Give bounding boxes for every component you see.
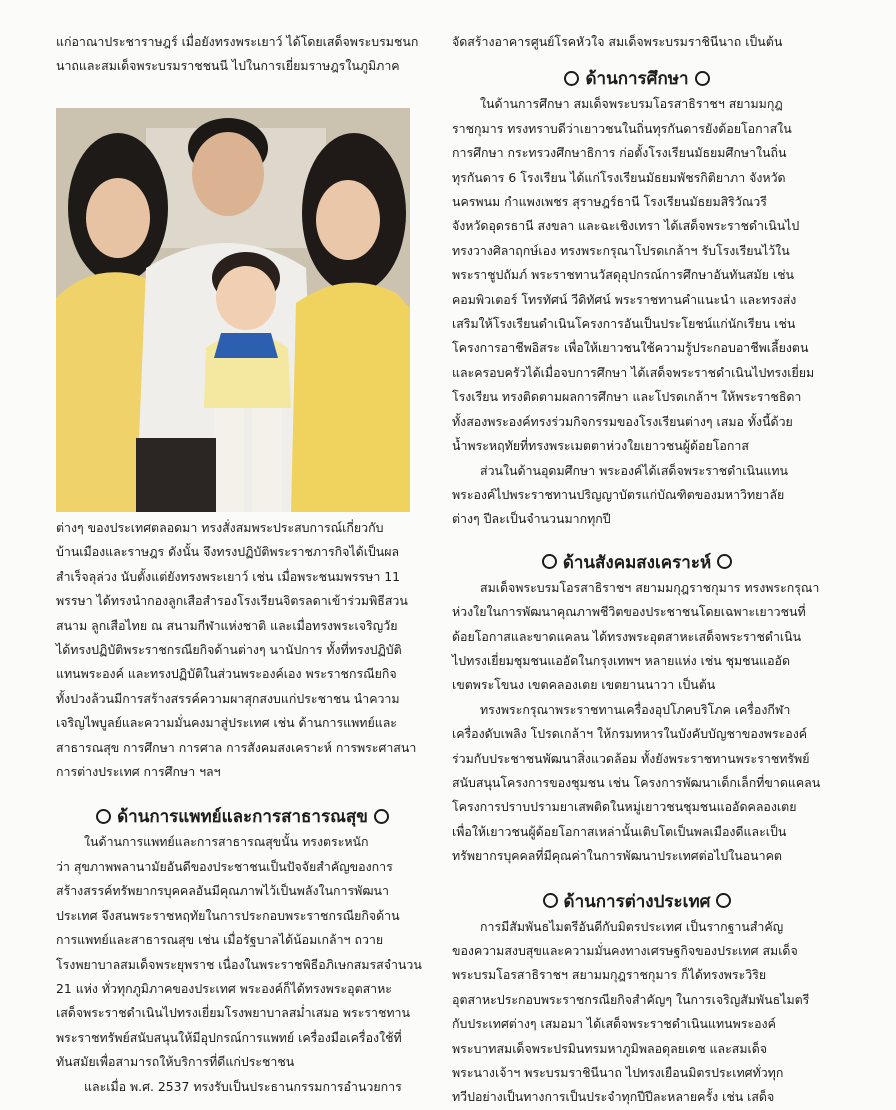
circle-bullet-icon xyxy=(543,893,558,908)
education-line-7: ทรงวางศิลาฤกษ์เอง ทรงพระกรุณาโปรดเกล้าฯ รับโรงเรียนไว้ใน xyxy=(452,242,790,258)
left-body-line-7: แทนพระองค์ และทรงปฏิบัติในส่วนพระองค์เอง พระราชกรณียกิจ xyxy=(56,666,397,682)
social2-line-5: โครงการปราบปรามยาเสพติดในหมู่เยาวชนชุมชนแออัดคลองเตย xyxy=(452,799,797,815)
education-line-1: ในด้านการศึกษา สมเด็จพระบรมโอรสาธิราชฯ สยามมกุฎ xyxy=(480,96,783,112)
left-body-line-6: ได้ทรงปฏิบัติพระราชกรณียกิจด้านต่างๆ นานัปการ ทั้งที่ทรงปฏิบัติ xyxy=(56,642,402,658)
higher-ed-line-1: ส่วนในด้านอุดมศึกษา พระองค์ได้เสด็จพระราชดำเนินแทน xyxy=(480,462,789,478)
medical-line-3: สร้างสรรค์ทรัพยากรบุคคลอันมีคุณภาพไว้เป็นพลังในการพัฒนา xyxy=(56,883,389,899)
social-line-5: เขตพระโขนง เขตคลองเตย เขตยานนาวา เป็นต้น xyxy=(452,677,716,693)
circle-bullet-icon xyxy=(717,554,732,569)
medical-line-2: ว่า สุขภาพพลานามัยอันดีของประชาชนเป็นปัจจัยสำคัญของการ xyxy=(56,858,393,874)
social2-line-7: ทรัพยากรบุคคลที่มีคุณค่าในการพัฒนาประเทศต่อไปในอนาคต xyxy=(452,848,782,864)
left-body-line-5: สนาม ลูกเสือไทย ณ สนามกีฬาแห่งชาติ และเมื่อทรงพระเจริญวัย xyxy=(56,617,398,633)
right-column xyxy=(452,30,822,1110)
left-intro-line-2: นาถและสมเด็จพระบรมราชชนนี ไปในการเยี่ยมราษฎรในภูมิภาค xyxy=(56,58,400,74)
social2-line-3: ร่วมกับประชาชนพัฒนาสิ่งแวดล้อม ทั้งยังพระราชทานพระราชทรัพย์ xyxy=(452,750,810,766)
medical-line-4: ประเทศ จึงสนพระราชหฤทัยในการประกอบพระราชกรณียกิจด้าน xyxy=(56,907,400,923)
medical-line-10: ทันสมัยเพื่อสามารถให้บริการที่ดีแก่ประชาชน xyxy=(56,1054,295,1070)
circle-bullet-icon xyxy=(374,809,389,824)
education-line-15: น้ำพระหฤทัยที่ทรงพระเมตตาห่วงใยเยาวชนผู้ด้อยโอกาส xyxy=(452,438,749,454)
left-body-line-9: เจริญไพบูลย์และความมั่นคงมาสู่ประเทศ เช่น ด้านการแพทย์และ xyxy=(56,715,397,731)
medical-line-8: เสด็จพระราชดำเนินไปทรงเยี่ยมโรงพยาบาลสม่ำเสมอ พระราชทาน xyxy=(56,1005,410,1021)
left-body-line-1: ต่างๆ ของประเทศตลอดมา ทรงสั่งสมพระประสบการณ์เกี่ยวกับ xyxy=(56,520,384,535)
social-line-4: ไปทรงเยี่ยมชุมชนแออัดในกรุงเทพฯ หลายแห่ง เช่น ชุมชนแออัด xyxy=(452,652,791,668)
foreign-line-1: การมีสัมพันธไมตรีอันดีกับมิตรประเทศ เป็นรากฐานสำคัญ xyxy=(480,918,784,934)
medical-line-7: 21 แห่ง ทั่วทุกภูมิภาคของประเทศ พระองค์ก็ได้ทรงพระอุตสาหะ xyxy=(56,980,392,996)
social-line-2: ห่วงใยในการพัฒนาคุณภาพชีวิตของประชาชนโดยเฉพาะเยาวชนที่ xyxy=(452,604,806,620)
medical-heading xyxy=(56,804,429,830)
education-heading-text: ด้านการศึกษา xyxy=(585,69,689,90)
medical-heading-text: ด้านการแพทย์และการสาธารณสุข xyxy=(117,807,368,828)
social2-line-1: ทรงพระกรุณาพระราชทานเครื่องอุปโภคบริโภค เครื่องกีฬา xyxy=(480,701,791,717)
foreign-heading-text: ด้านการต่างประเทศ xyxy=(563,891,711,912)
family-photo-illustration xyxy=(56,108,410,512)
medical-line-5: การแพทย์และสาธารณสุข เช่น เมื่อรัฐบาลได้น้อมเกล้าฯ ถวาย xyxy=(56,932,384,948)
circle-bullet-icon xyxy=(564,71,579,86)
left-body-line-3: สำเร็จลุล่วง นับตั้งแต่ยังทรงพระเยาว์ เช่น เมื่อพระชนมพรรษา 11 xyxy=(56,568,401,584)
foreign-heading xyxy=(452,889,822,915)
left-column xyxy=(56,30,429,79)
left-body-line-8: ทั้งปวงล้วนมีการสร้างสรรค์ความผาสุกสงบแก่ประชาชน นำความ xyxy=(56,690,400,706)
education-line-8: พระราชูปถัมภ์ พระราชทานวัสดุอุปกรณ์การศึกษาอันทันสมัย เช่น xyxy=(452,267,794,283)
circle-bullet-icon xyxy=(695,71,710,86)
education-line-13: โรงเรียน ทรงติดตามผลการศึกษา และโปรดเกล้าฯ ให้พระราชธิดา xyxy=(452,389,802,405)
left-body-line-10: สาธารณสุข การศึกษา การศาล การสังคมสงเคราะห์ การพระศาสนา xyxy=(56,739,417,755)
foreign-line-7: พระนางเจ้าฯ พระบรมราชินีนาถ ไปทรงเยือนมิตรประเทศทั่วทุก xyxy=(452,1065,784,1081)
social2-line-6: เพื่อให้เยาวชนผู้ด้อยโอกาสเหล่านั้นเติบโตเป็นพลเมืองดีและเป็น xyxy=(452,823,787,839)
social-line-3: ด้อยโอกาสและขาดแคลน ได้ทรงพระอุตสาหะเสด็จพระราชดำเนิน xyxy=(452,628,802,644)
foreign-line-8: ทวีปอย่างเป็นทางการเป็นประจำทุกปีปีละหลายครั้ง เช่น เสด็จ xyxy=(452,1089,775,1105)
circle-bullet-icon xyxy=(96,809,111,824)
social2-line-4: สนับสนุนโครงการของชุมชน เช่น โครงการพัฒนาเด็กเล็กที่ขาดแคลน xyxy=(452,774,821,790)
education-heading xyxy=(452,66,822,92)
higher-ed-line-3: ต่างๆ ปีละเป็นจำนวนมากทุกปี xyxy=(452,511,611,527)
education-line-5: นครพนม กำแพงเพชร สุราษฎร์ธานี โรงเรียนมัธยมสิริวัณวรี xyxy=(452,194,767,210)
higher-ed-line-2: พระองค์ไปพระราชทานปริญญาบัตรแก่บัณฑิตของมหาวิทยาลัย xyxy=(452,486,785,502)
left-body-line-2: บ้านเมืองและราษฎร ดังนั้น จึงทรงปฏิบัติพระราชภารกิจได้เป็นผล xyxy=(56,544,400,560)
education-line-11: โครงการอาชีพอิสระ เพื่อให้เยาวชนใช้ความรู้ประกอบอาชีพเลี้ยงตน xyxy=(452,340,809,356)
education-line-4: ทุรกันดาร 6 โรงเรียน ได้แก่โรงเรียนมัธยมพัชรกิติยาภา จังหวัด xyxy=(452,169,786,185)
social-heading xyxy=(452,550,822,576)
foreign-line-6: พระบาทสมเด็จพระปรมินทรมหาภูมิพลอดุลยเดช และสมเด็จ xyxy=(452,1040,768,1056)
left-column-body xyxy=(56,516,429,1099)
social-heading-text: ด้านสังคมสงเคราะห์ xyxy=(562,552,712,573)
royal-family-photo xyxy=(56,108,410,512)
medical-line-6: โรงพยาบาลสมเด็จพระยุพราช เนื่องในพระราชพิธีอภิเษกสมรสจำนวน xyxy=(56,956,422,972)
left-intro-line-1: แก่อาณาประชาราษฎร์ เมื่อยังทรงพระเยาว์ ได้โดยเสด็จพระบรมชนก xyxy=(56,34,419,49)
left-body-line-11: การต่างประเทศ การศึกษา ฯลฯ xyxy=(56,764,221,780)
foreign-line-3: พระบรมโอรสาธิราชฯ สยามมกุฎราชกุมาร ก็ได้ทรงพระวิริย xyxy=(452,967,767,983)
education-line-6: จังหวัดอุดรธานี สงขลา และฉะเชิงเทรา ได้เสด็จพระราชดำเนินไป xyxy=(452,218,800,234)
left-body-line-4: พรรษา ได้ทรงนำกองลูกเสือสำรองโรงเรียนจิตรลดาเข้าร่วมพิธีสวน xyxy=(56,593,408,609)
foreign-line-2: ของความสงบสุขและความมั่นคงทางเศรษฐกิจของประเทศ สมเด็จ xyxy=(452,943,798,958)
foreign-line-5: กับประเทศต่างๆ เสมอมา ได้เสด็จพระราชดำเนินแทนพระองค์ xyxy=(452,1016,776,1032)
right-intro-line: จัดสร้างอาคารศูนย์โรคหัวใจ สมเด็จพระบรมราชินีนาถ เป็นต้น xyxy=(452,34,783,49)
education-line-14: ทั้งสองพระองค์ทรงร่วมกิจกรรมของโรงเรียนต่างๆ เสมอ ทั้งนี้ด้วย xyxy=(452,413,793,429)
education-line-9: คอมพิวเตอร์ โทรทัศน์ วีดิทัศน์ พระราชทานคำแนะนำ และทรงส่ง xyxy=(452,291,797,307)
foreign-line-4: อุตสาหะประกอบพระราชกรณียกิจสำคัญๆ ในการเจริญสัมพันธไมตรี xyxy=(452,991,810,1007)
medical-line-1: ในด้านการแพทย์และการสาธารณสุขนั้น ทรงตระหนัก xyxy=(84,834,369,850)
education-line-2: ราชกุมาร ทรงทราบดีว่าเยาวชนในถิ่นทุรกันดารยังด้อยโอกาสใน xyxy=(452,120,792,136)
circle-bullet-icon xyxy=(716,893,731,908)
social-line-1: สมเด็จพระบรมโอรสาธิราชฯ สยามมกุฎราชกุมาร ทรงพระกรุณา xyxy=(480,579,820,595)
medical-line-9: พระราชทรัพย์สนับสนุนให้มีอุปกรณ์การแพทย์ เครื่องมือเครื่องใช้ที่ xyxy=(56,1029,402,1045)
education-line-10: เสริมให้โรงเรียนดำเนินโครงการอันเป็นประโยชน์แก่นักเรียน เช่น xyxy=(452,316,796,332)
social2-line-2: เครื่องดับเพลิง โปรดเกล้าฯ ให้กรมทหารในบังคับบัญชาของพระองค์ xyxy=(452,726,808,742)
circle-bullet-icon xyxy=(542,554,557,569)
medical-last-line: และเมื่อ พ.ศ. 2537 ทรงรับเป็นประธานกรรมการอำนวยการ xyxy=(84,1078,402,1094)
education-line-3: การศึกษา กระทรวงศึกษาธิการ ก่อตั้งโรงเรียนมัธยมศึกษาในถิ่น xyxy=(452,145,787,161)
education-line-12: และครอบครัวได้เมื่อจบการศึกษา ได้เสด็จพระราชดำเนินไปทรงเยี่ยม xyxy=(452,364,815,380)
